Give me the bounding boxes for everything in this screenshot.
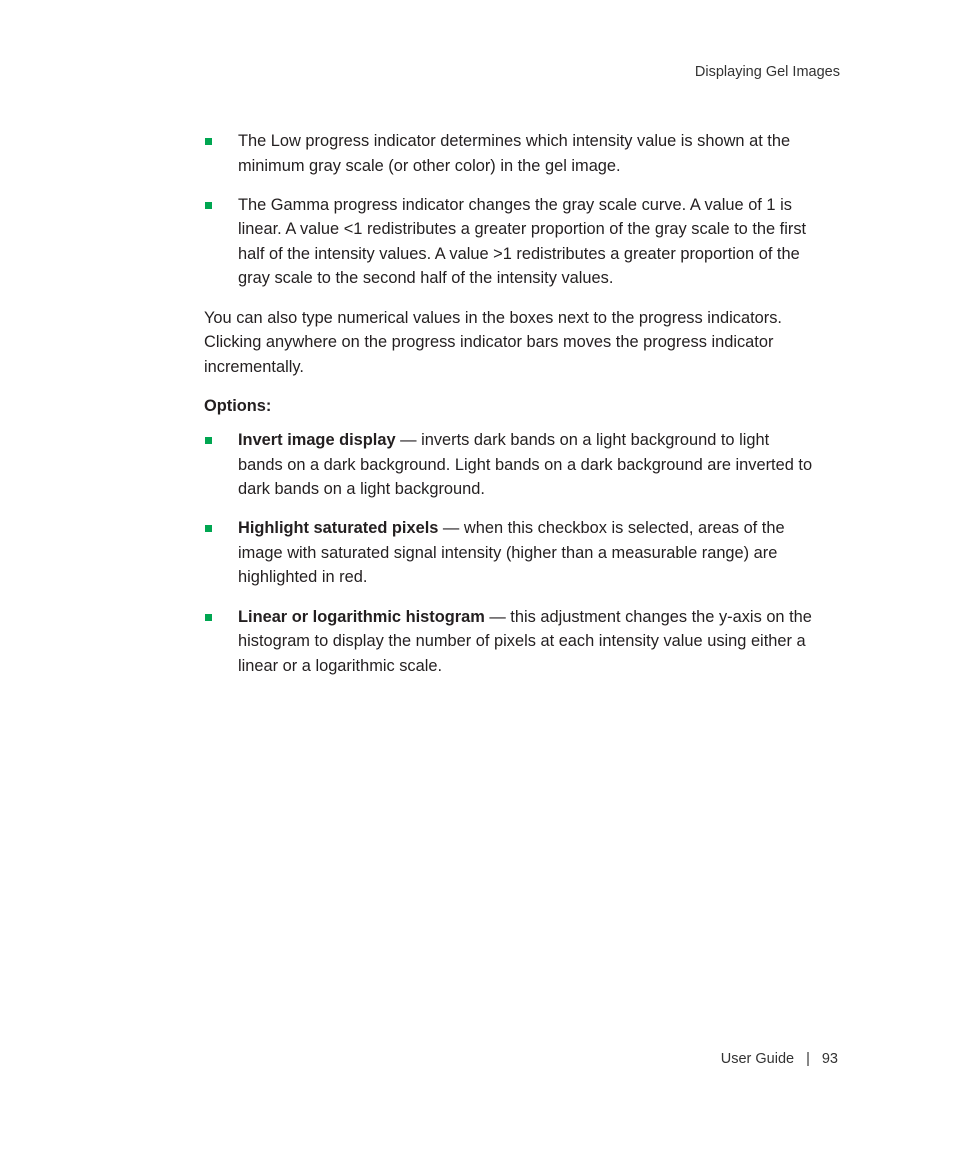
list-item (204, 428, 816, 502)
running-header: Displaying Gel Images (694, 64, 840, 80)
square-bullet-icon (205, 614, 212, 621)
bullet-text: The Gamma progress indicator changes the gray scale curve. A value of 1 is linear. A value <1 redistributes a greater proportion of the gray scale to the first half of the intensity values. A value >1 redistributes a greater proportion of the gray scale to the second half of the intensity values. (238, 195, 807, 288)
page-number: 93 (821, 1051, 838, 1067)
option-term: Invert image display (238, 430, 396, 449)
square-bullet-icon (205, 525, 212, 532)
bullet-text: The Low progress indicator determines which intensity value is shown at the minimum gray scale (or other color) in the gel image. (238, 132, 791, 175)
option-description: — inverts dark bands on a light background to light bands on a dark background. Light bands on a dark background are inverted to dark bands on a light background. (238, 430, 813, 499)
square-bullet-icon (205, 202, 212, 209)
option-term: Linear or logarithmic histogram (238, 607, 485, 626)
option-term: Highlight saturated pixels (238, 519, 439, 538)
list-item (204, 193, 816, 291)
options-heading: Options: (204, 397, 272, 416)
option-description: — when this checkbox is selected, areas of the image with saturated signal intensity (higher than a measurable range) are highlighted in red. (238, 519, 785, 587)
page-body (204, 129, 816, 693)
footer-separator: | (806, 1051, 810, 1067)
body-paragraph: You can also type numerical values in the boxes next to the progress indicators. Clicking anywhere on the progress indicator bars moves the progress indicator incrementally. (204, 308, 782, 376)
page-footer (721, 1051, 838, 1067)
footer-label: User Guide (720, 1051, 795, 1067)
options-bullet-list (204, 428, 816, 678)
list-item (204, 605, 816, 679)
square-bullet-icon (205, 437, 212, 444)
list-item (204, 129, 816, 178)
list-item (204, 516, 816, 590)
square-bullet-icon (205, 138, 212, 145)
option-description: — this adjustment changes the y-axis on the histogram to display the number of pixels at each intensity value using either a linear or a logarithmic scale. (238, 607, 812, 675)
intro-bullet-list (204, 129, 816, 291)
